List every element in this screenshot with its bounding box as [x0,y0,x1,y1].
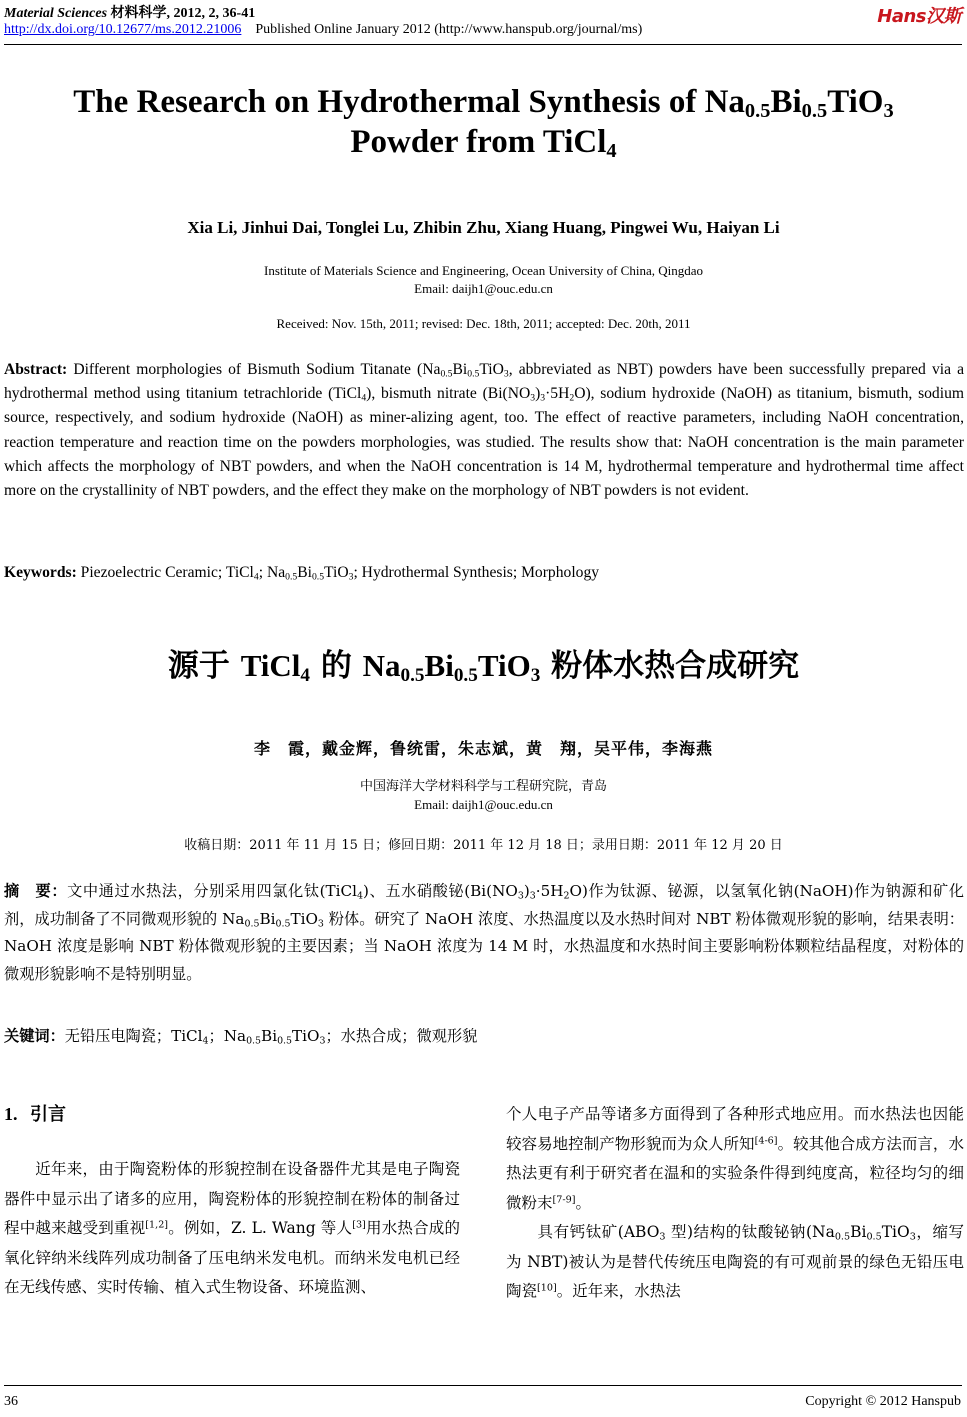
journal-header [4,2,255,22]
doi-link[interactable]: http://dx.doi.org/10.12677/ms.2012.21006 [4,22,242,37]
authors-en: Xia Li, Jinhui Dai, Tonglei Lu, Zhibin Zhu, Xiang Huang, Pingwei Wu, Haiyan Li [187,218,780,237]
paper-title-en: The Research on Hydrothermal Synthesis of $Na_{0.5}Bi_{0.5}TiO_3$ Powder from TiCl$_4$ [73,84,894,163]
abstract-label: Abstract: [4,361,68,378]
header-divider [4,44,962,45]
body-column-right: 个人电子产品等诸多方面得到了各种形式地应用。而水热法也因能较容易地控制产物形貌而为众人所知[4-6]。较其他合成方法而言，水热法更有利于研究者在温和的实验条件得到纯度高，粒径均匀的细微粉末[7-9]。 具有钙钛矿($ABO_3$ 型)结构的钛酸铋钠($Na_{0.5}Bi_{0.5}TiO_3$，缩写为 NBT)被认为是替代传统压电陶瓷的有可观前景的绿色无铅压电陶瓷[10]。近年来，水热法 [506,1105,964,1300]
email-cn[interactable]: Email: daijh1@ouc.edu.cn [414,797,553,812]
dates-en: Received: Nov. 15th, 2011; revised: Dec. 18th, 2011; accepted: Dec. 20th, 2011 [276,316,691,331]
publisher-logo: Hans汉斯 [877,6,961,27]
citation-ref: [7-9] [552,1194,576,1206]
citation-ref: [4-6] [754,1135,778,1147]
body-column-left: 近年来，由于陶瓷粉体的形貌控制在设备器件尤其是电子陶瓷器件中显示出了诸多的应用，陶瓷粉体的形貌控制在粉体的制备过程中越来越受到重视[1,2]。例如，Z. L. Wang 等人[3]用水热合成的氧化锌纳米线阵列成功制备了压电纳米发电机。而纳米发电机已经在无线传感、实时传输、植入式生物设备、环境监测、 [4,1160,460,1296]
citation-ref: [10] [537,1282,557,1294]
keywords-cn-label: 关键词： [4,1027,65,1045]
citation-ref: [1,2] [145,1219,169,1231]
journal-name-cn: 材料科学 [110,6,167,21]
affiliation-en: Institute of Materials Science and Engineering, Ocean University of China, Qingdao Email: daijh1@ouc.edu.cn [264,263,703,296]
abstract-cn-label: 摘 要： [4,882,68,900]
copyright: Copyright © 2012 Hanspub [805,1394,961,1409]
published-online: Published Online January 2012 (http://www.hanspub.org/journal/ms) [255,22,643,37]
dates-cn: 收稿日期：2011 年 11 月 15 日；修回日期：2011 年 12 月 18 日；录用日期：2011 年 12 月 20 日 [184,838,783,853]
paper-title-cn: 源于 TiCl$_4$ 的 $Na_{0.5}Bi_{0.5}TiO_3$ 粉体水热合成研究 [167,648,800,686]
authors-cn: 李 霞，戴金辉，鲁统雷，朱志斌，黄 翔，吴平伟，李海燕 [253,739,713,758]
citation-ref: [3] [352,1219,366,1231]
affiliation-cn: 中国海洋大学材料科学与工程研究院，青岛 Email: daijh1@ouc.edu.cn [359,779,607,812]
doi-line [4,22,642,38]
page-number: 36 [4,1394,18,1409]
keywords-cn: 关键词：无铅压电陶瓷；TiCl$_4$；$Na_{0.5}Bi_{0.5}TiO_3$；水热合成；微观形貌 [4,1027,478,1047]
abstract-cn: 摘 要：文中通过水热法，分别采用四氯化钛(TiCl$_4$)、五水硝酸铋$(Bi(NO_3)_3\cdot 5H_2O)$作为钛源、铋源，以氢氧化钠(NaOH)作为钠源和矿化剂，成功制备了不同微观形貌的 $Na_{0.5}Bi_{0.5}TiO_3$ 粉体。研究了 NaOH 浓度、水热温度以及水热时间对 NBT 粉体微观形貌的影响，结果表明：NaOH 浓度是影响 NBT 粉体微观形貌的主要因素；当 NaOH 浓度为 14 M 时，水热温度和水热时间主要影响粉体颗粒结晶程度，对粉体的微观形貌影响不是特别明显。 [4,882,964,983]
footer-divider [4,1385,962,1386]
keywords-en: Keywords: Piezoelectric Ceramic; TiCl$_4$; $Na_{0.5}Bi_{0.5}TiO_3$; Hydrothermal Synthesis; Morphology [4,564,600,583]
journal-issue: , 2012, 2, 36-41 [166,6,256,21]
section-heading: 1. 引言 [4,1104,67,1125]
keywords-label: Keywords: [4,564,77,581]
abstract-en: Abstract: Different morphologies of Bismuth Sodium Titanate ($Na_{0.5}Bi_{0.5}TiO_3$, abbreviated as NBT) powders have been successfully prepared via a hydrothermal method using titanium tetrachloride (TiCl$_4$), bismuth nitrate $(Bi(NO_3)_3\cdot 5H_2O)$, sodium hydroxide (NaOH) as titanium, bismuth, sodium source, respectively, and sodium hydroxide (NaOH) as miner-alizing agent, too. The effect of reactive parameters, including NaOH concentration, reaction temperature and reaction time on the powders morphologies, was studied. The results show that: NaOH concentration is the main parameter which affects the morphology of NBT powders, and when the NaOH concentration is 14 M, hydrothermal temperature and hydrothermal time affect more on the crystallinity of NBT powders, and the effect they make on the morphology of NBT powders is not evident. [4,361,964,500]
email-en[interactable]: Email: daijh1@ouc.edu.cn [414,281,553,296]
journal-name: Material Sciences [4,6,108,21]
